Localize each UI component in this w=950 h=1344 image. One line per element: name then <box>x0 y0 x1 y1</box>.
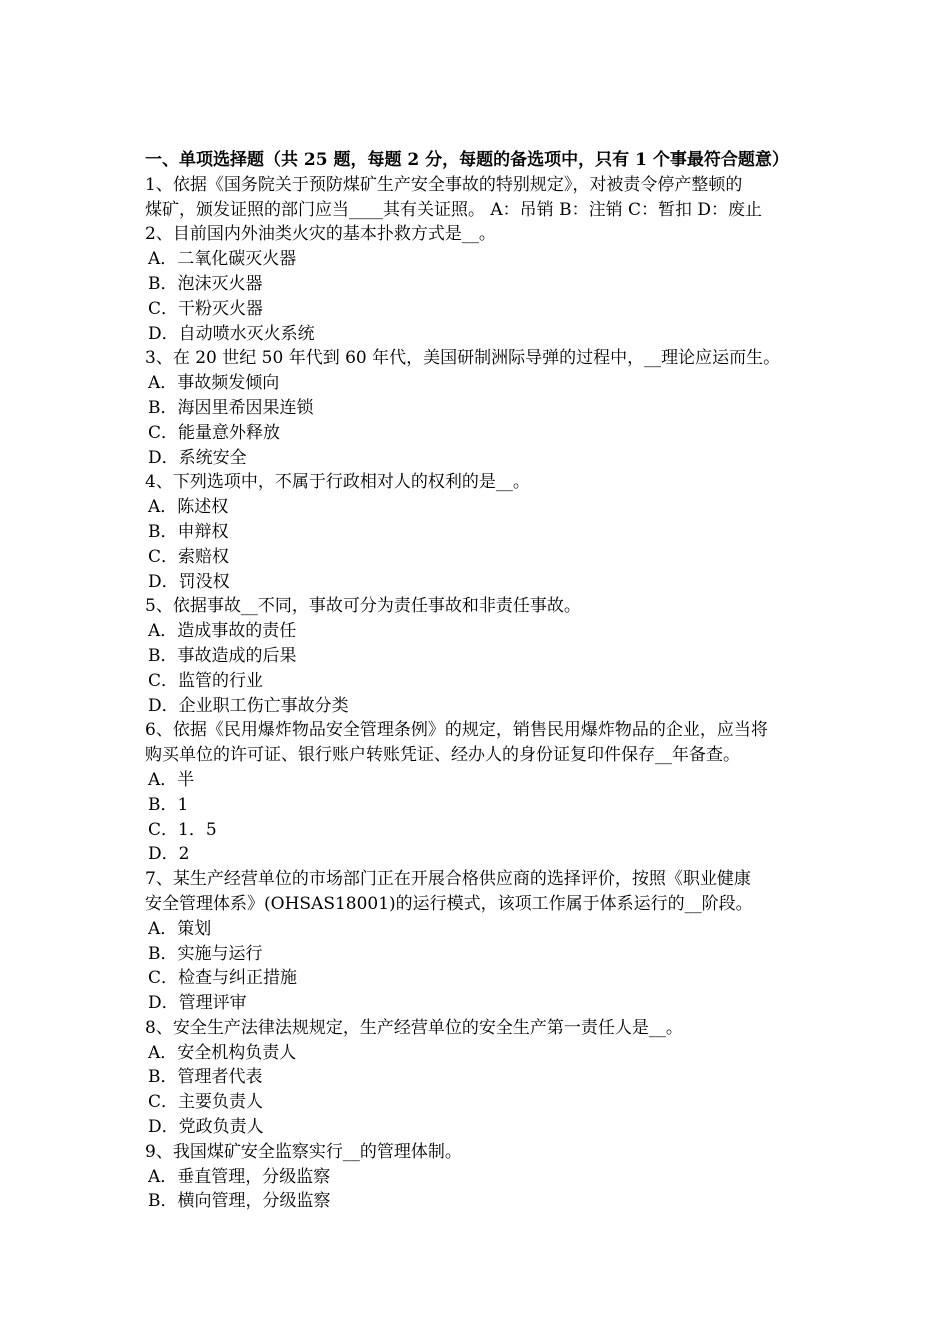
question-5-stem: 5、依据事故__不同，事故可分为责任事故和非责任事故。 <box>145 596 581 617</box>
question-6 <box>145 718 815 867</box>
question-6-option-d: D．2 <box>148 844 190 865</box>
question-1-line-1: 1、依据《国务院关于预防煤矿生产安全事故的特别规定》，对被责令停产整顿的 <box>145 174 743 195</box>
question-4-option-c: C．索赔权 <box>148 546 230 567</box>
question-4-option-b: B．申辩权 <box>148 521 229 542</box>
question-1-line-2: 煤矿，颁发证照的部门应当____其有关证照。 A：吊销 B：注销 C：暂扣 D：废止 <box>145 199 763 220</box>
question-3-option-b: B．海因里希因果连锁 <box>148 397 314 418</box>
question-8-option-d: D．党政负责人 <box>148 1117 264 1138</box>
question-9-option-b: B．横向管理，分级监察 <box>148 1191 331 1212</box>
question-4-option-a: A．陈述权 <box>148 497 229 518</box>
question-5-option-a: A．造成事故的责任 <box>148 621 297 642</box>
question-4-option-d: D．罚没权 <box>148 571 230 592</box>
question-5-option-d: D．企业职工伤亡事故分类 <box>148 695 349 716</box>
question-2-stem: 2、目前国内外油类火灾的基本扑救方式是__。 <box>145 224 496 245</box>
question-9-stem: 9、我国煤矿安全监察实行__的管理体制。 <box>145 1141 462 1162</box>
question-8-option-a: A．安全机构负责人 <box>148 1042 297 1063</box>
question-7-option-d: D．管理评审 <box>148 993 247 1014</box>
question-5-option-b: B．事故造成的后果 <box>148 645 297 666</box>
question-2-option-b: B．泡沫灭火器 <box>148 273 263 294</box>
question-7-stem-line-2: 安全管理体系》(OHSAS18001)的运行模式，该项工作属于体系运行的__阶段。 <box>145 893 753 914</box>
question-8 <box>145 1016 815 1140</box>
question-9 <box>145 1140 815 1214</box>
question-3-option-c: C．能量意外释放 <box>148 422 281 443</box>
question-6-option-c: C．1．5 <box>148 819 217 840</box>
question-9-option-a: A．垂直管理，分级监察 <box>148 1166 331 1187</box>
question-6-option-b: B．1 <box>148 794 189 815</box>
question-7-option-b: B．实施与运行 <box>148 943 263 964</box>
question-8-stem: 8、安全生产法律法规规定，生产经营单位的安全生产第一责任人是__。 <box>145 1017 683 1038</box>
question-2-option-c: C．干粉灭火器 <box>148 298 264 319</box>
question-2-option-a: A．二氧化碳灭火器 <box>148 249 297 270</box>
question-3-stem: 3、在 20 世纪 50 年代到 60 年代，美国研制洲际导弹的过程中，__理论应运而生。 <box>145 348 781 369</box>
question-4-stem: 4、下列选项中，不属于行政相对人的权利的是__。 <box>145 472 530 493</box>
question-3-option-d: D．系统安全 <box>148 447 247 468</box>
question-5 <box>145 594 815 718</box>
question-3 <box>145 346 815 470</box>
question-8-option-b: B．管理者代表 <box>148 1067 263 1088</box>
question-7-option-a: A．策划 <box>148 918 212 939</box>
section-heading: 一、单项选择题（共 25 题，每题 2 分，每题的备选项中，只有 1 个事最符合题意） <box>145 150 789 170</box>
question-5-option-c: C．监管的行业 <box>148 670 264 691</box>
question-7 <box>145 867 815 1016</box>
question-6-stem-line-1: 6、依据《民用爆炸物品安全管理条例》的规定，销售民用爆炸物品的企业，应当将 <box>145 720 768 741</box>
question-7-option-c: C．检查与纠正措施 <box>148 968 298 989</box>
question-2-option-d: D．自动喷水灭火系统 <box>148 323 315 344</box>
question-2 <box>145 222 815 346</box>
question-4 <box>145 470 815 594</box>
question-6-stem-line-2: 购买单位的许可证、银行账户转账凭证、经办人的身份证复印件保存__年备查。 <box>145 745 740 766</box>
question-8-option-c: C．主要负责人 <box>148 1092 264 1113</box>
question-3-option-a: A．事故频发倾向 <box>148 373 280 394</box>
question-7-stem-line-1: 7、某生产经营单位的市场部门正在开展合格供应商的选择评价，按照《职业健康 <box>145 869 751 890</box>
question-list <box>145 148 815 1214</box>
question-1 <box>145 173 815 223</box>
question-6-option-a: A．半 <box>148 769 195 790</box>
